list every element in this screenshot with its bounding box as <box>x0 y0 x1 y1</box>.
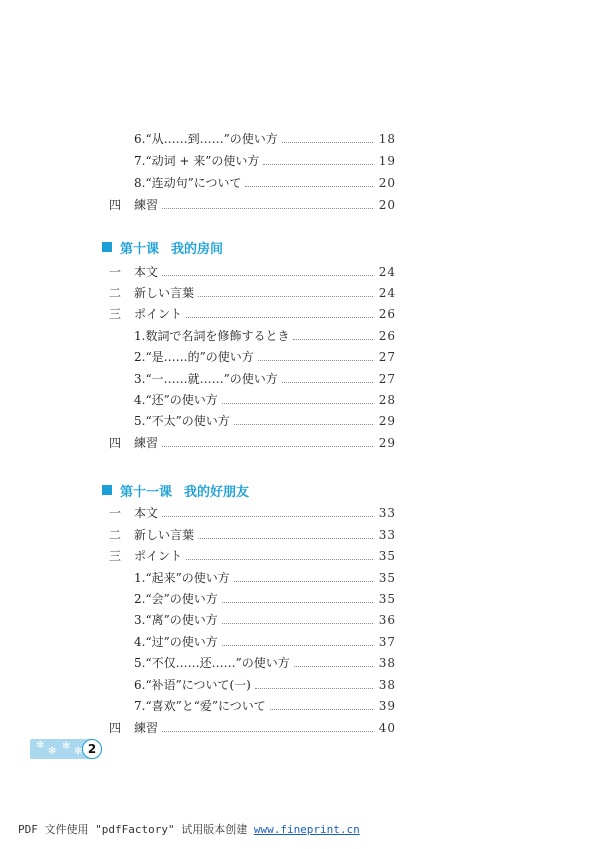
toc-page: 38 <box>378 656 396 670</box>
dot-leader <box>186 558 373 560</box>
toc-title: “不仅……还……”の使い方 <box>145 656 290 670</box>
toc-num: 四 <box>108 198 121 212</box>
toc-page: 26 <box>378 307 396 321</box>
toc-num: 1. <box>134 571 146 585</box>
toc-num: 3. <box>134 613 146 627</box>
toc-page: 24 <box>378 286 396 300</box>
toc-page: 27 <box>378 372 396 386</box>
toc-title: 練習 <box>134 721 159 735</box>
dot-leader <box>198 295 373 297</box>
toc-title: 本文 <box>134 265 159 279</box>
toc-row[interactable] <box>134 328 396 344</box>
snowflake-icon: ✻ <box>36 740 45 751</box>
toc-title: “会”の使い方 <box>145 592 218 606</box>
lesson-number: 第十课 <box>120 241 160 257</box>
toc-page: 27 <box>378 350 396 364</box>
toc-page: 26 <box>378 329 396 343</box>
toc-title: “补语”について(一) <box>145 678 251 692</box>
toc-title: “连动句”について <box>145 176 242 190</box>
toc-num: 8. <box>134 176 146 190</box>
toc-page: 35 <box>378 549 396 563</box>
toc-num: 5. <box>134 656 146 670</box>
toc-title: 数詞で名詞を修飾するとき <box>145 329 290 343</box>
dot-leader <box>245 185 372 187</box>
toc-row[interactable] <box>134 371 396 387</box>
toc-page: 39 <box>378 699 396 713</box>
dot-leader <box>258 359 373 361</box>
dot-leader <box>162 445 373 447</box>
toc-row[interactable] <box>134 175 396 191</box>
toc-page: 33 <box>378 506 396 520</box>
toc-num: 6. <box>134 678 146 692</box>
toc-row[interactable] <box>104 548 396 564</box>
toc-page: 20 <box>378 176 396 190</box>
snowflake-icon: ✻ <box>48 746 57 757</box>
square-bullet-icon <box>102 242 112 252</box>
toc-num: 4. <box>134 635 146 649</box>
toc-title: “过”の使い方 <box>145 635 218 649</box>
toc-num: 7. <box>134 154 146 168</box>
toc-num: 5. <box>134 414 146 428</box>
toc-title: 新しい言葉 <box>134 528 195 542</box>
toc-page: 38 <box>378 678 396 692</box>
toc-num: 7. <box>134 699 146 713</box>
dot-leader <box>234 423 373 425</box>
page-number-badge <box>30 739 102 759</box>
toc-row[interactable] <box>104 306 396 322</box>
lesson-title: 我的房间 <box>171 241 224 257</box>
lesson-heading[interactable] <box>102 481 249 499</box>
toc-page: 37 <box>378 635 396 649</box>
toc-row[interactable] <box>134 698 396 714</box>
dot-leader <box>263 163 372 165</box>
toc-row[interactable] <box>134 349 396 365</box>
dot-leader <box>222 402 373 404</box>
toc-title: “从……到……”の使い方 <box>145 132 278 146</box>
dot-leader <box>186 316 373 318</box>
dot-leader <box>293 338 372 340</box>
toc-row[interactable] <box>134 612 396 628</box>
dot-leader <box>162 730 373 732</box>
footer-text: PDF 文件使用 "pdfFactory" 试用版本创建 <box>18 823 254 836</box>
toc-num: 三 <box>108 307 121 321</box>
toc-row[interactable] <box>104 435 396 451</box>
toc-num: 2. <box>134 592 146 606</box>
dot-leader <box>162 207 373 209</box>
dot-leader <box>222 622 373 624</box>
toc-num: 四 <box>108 436 121 450</box>
toc-title: 新しい言葉 <box>134 286 195 300</box>
toc-num: 4. <box>134 393 146 407</box>
toc-row[interactable] <box>104 264 396 280</box>
toc-page: 35 <box>378 571 396 585</box>
toc-num: 二 <box>108 286 121 300</box>
toc-row[interactable] <box>104 197 396 213</box>
lesson-title: 我的好朋友 <box>184 484 250 500</box>
toc-page: 19 <box>378 154 396 168</box>
toc-num: 二 <box>108 528 121 542</box>
square-bullet-icon <box>102 485 112 495</box>
toc-title: 本文 <box>134 506 159 520</box>
dot-leader <box>162 274 373 276</box>
dot-leader <box>282 381 373 383</box>
toc-row[interactable] <box>134 655 396 671</box>
dot-leader <box>162 515 373 517</box>
dot-leader <box>282 141 373 143</box>
pdf-footer <box>18 821 360 837</box>
dot-leader <box>198 537 373 539</box>
toc-page: 33 <box>378 528 396 542</box>
toc-row[interactable] <box>104 720 396 736</box>
toc-page: 28 <box>378 393 396 407</box>
dot-leader <box>234 580 373 582</box>
lesson-heading[interactable] <box>102 238 223 256</box>
toc-title: 練習 <box>134 436 159 450</box>
toc-row[interactable] <box>134 591 396 607</box>
toc-num: 1. <box>134 329 146 343</box>
toc-row[interactable] <box>134 153 396 169</box>
dot-leader <box>222 601 373 603</box>
toc-title: ポイント <box>134 307 183 321</box>
toc-title: “是……的”の使い方 <box>145 350 254 364</box>
toc-title: “喜欢”と“爱”について <box>145 699 266 713</box>
toc-row[interactable] <box>134 413 396 429</box>
toc-title: “动词 + 来”の使い方 <box>145 154 260 168</box>
toc-title: “一……就……”の使い方 <box>145 372 278 386</box>
dot-leader <box>270 708 373 710</box>
toc-page: 29 <box>378 414 396 428</box>
toc-row[interactable] <box>134 570 396 586</box>
toc-row[interactable] <box>134 392 396 408</box>
toc-title: 練習 <box>134 198 159 212</box>
dot-leader <box>294 665 373 667</box>
snowflake-icon: ✻ <box>62 741 71 752</box>
toc-num: 四 <box>108 721 121 735</box>
toc-row[interactable] <box>134 677 396 693</box>
dot-leader <box>222 644 373 646</box>
lesson-number: 第十一课 <box>120 484 173 500</box>
toc-num: 一 <box>108 265 121 279</box>
toc-row[interactable] <box>134 634 396 650</box>
toc-row[interactable] <box>134 131 396 147</box>
toc-page: 36 <box>378 613 396 627</box>
toc-row[interactable] <box>104 285 396 301</box>
toc-num: 一 <box>108 506 121 520</box>
toc-page: 18 <box>378 132 396 146</box>
footer-link[interactable]: www.fineprint.cn <box>253 823 360 836</box>
toc-title: “不太”の使い方 <box>145 414 230 428</box>
toc-row[interactable] <box>104 505 396 521</box>
toc-page: 20 <box>378 198 396 212</box>
toc-title: ポイント <box>134 549 183 563</box>
toc-page: 40 <box>378 721 396 735</box>
toc-title: “起来”の使い方 <box>145 571 230 585</box>
toc-title: “还”の使い方 <box>145 393 218 407</box>
toc-page: 29 <box>378 436 396 450</box>
snowflake-icon: ✻ <box>74 746 83 757</box>
toc-num: 2. <box>134 350 146 364</box>
toc-page: 35 <box>378 592 396 606</box>
dot-leader <box>255 687 373 689</box>
toc-title: “离”の使い方 <box>145 613 218 627</box>
toc-num: 三 <box>108 549 121 563</box>
toc-num: 6. <box>134 132 146 146</box>
toc-page: 24 <box>378 265 396 279</box>
page-number: 2 <box>82 739 102 759</box>
toc-row[interactable] <box>104 527 396 543</box>
toc-num: 3. <box>134 372 146 386</box>
